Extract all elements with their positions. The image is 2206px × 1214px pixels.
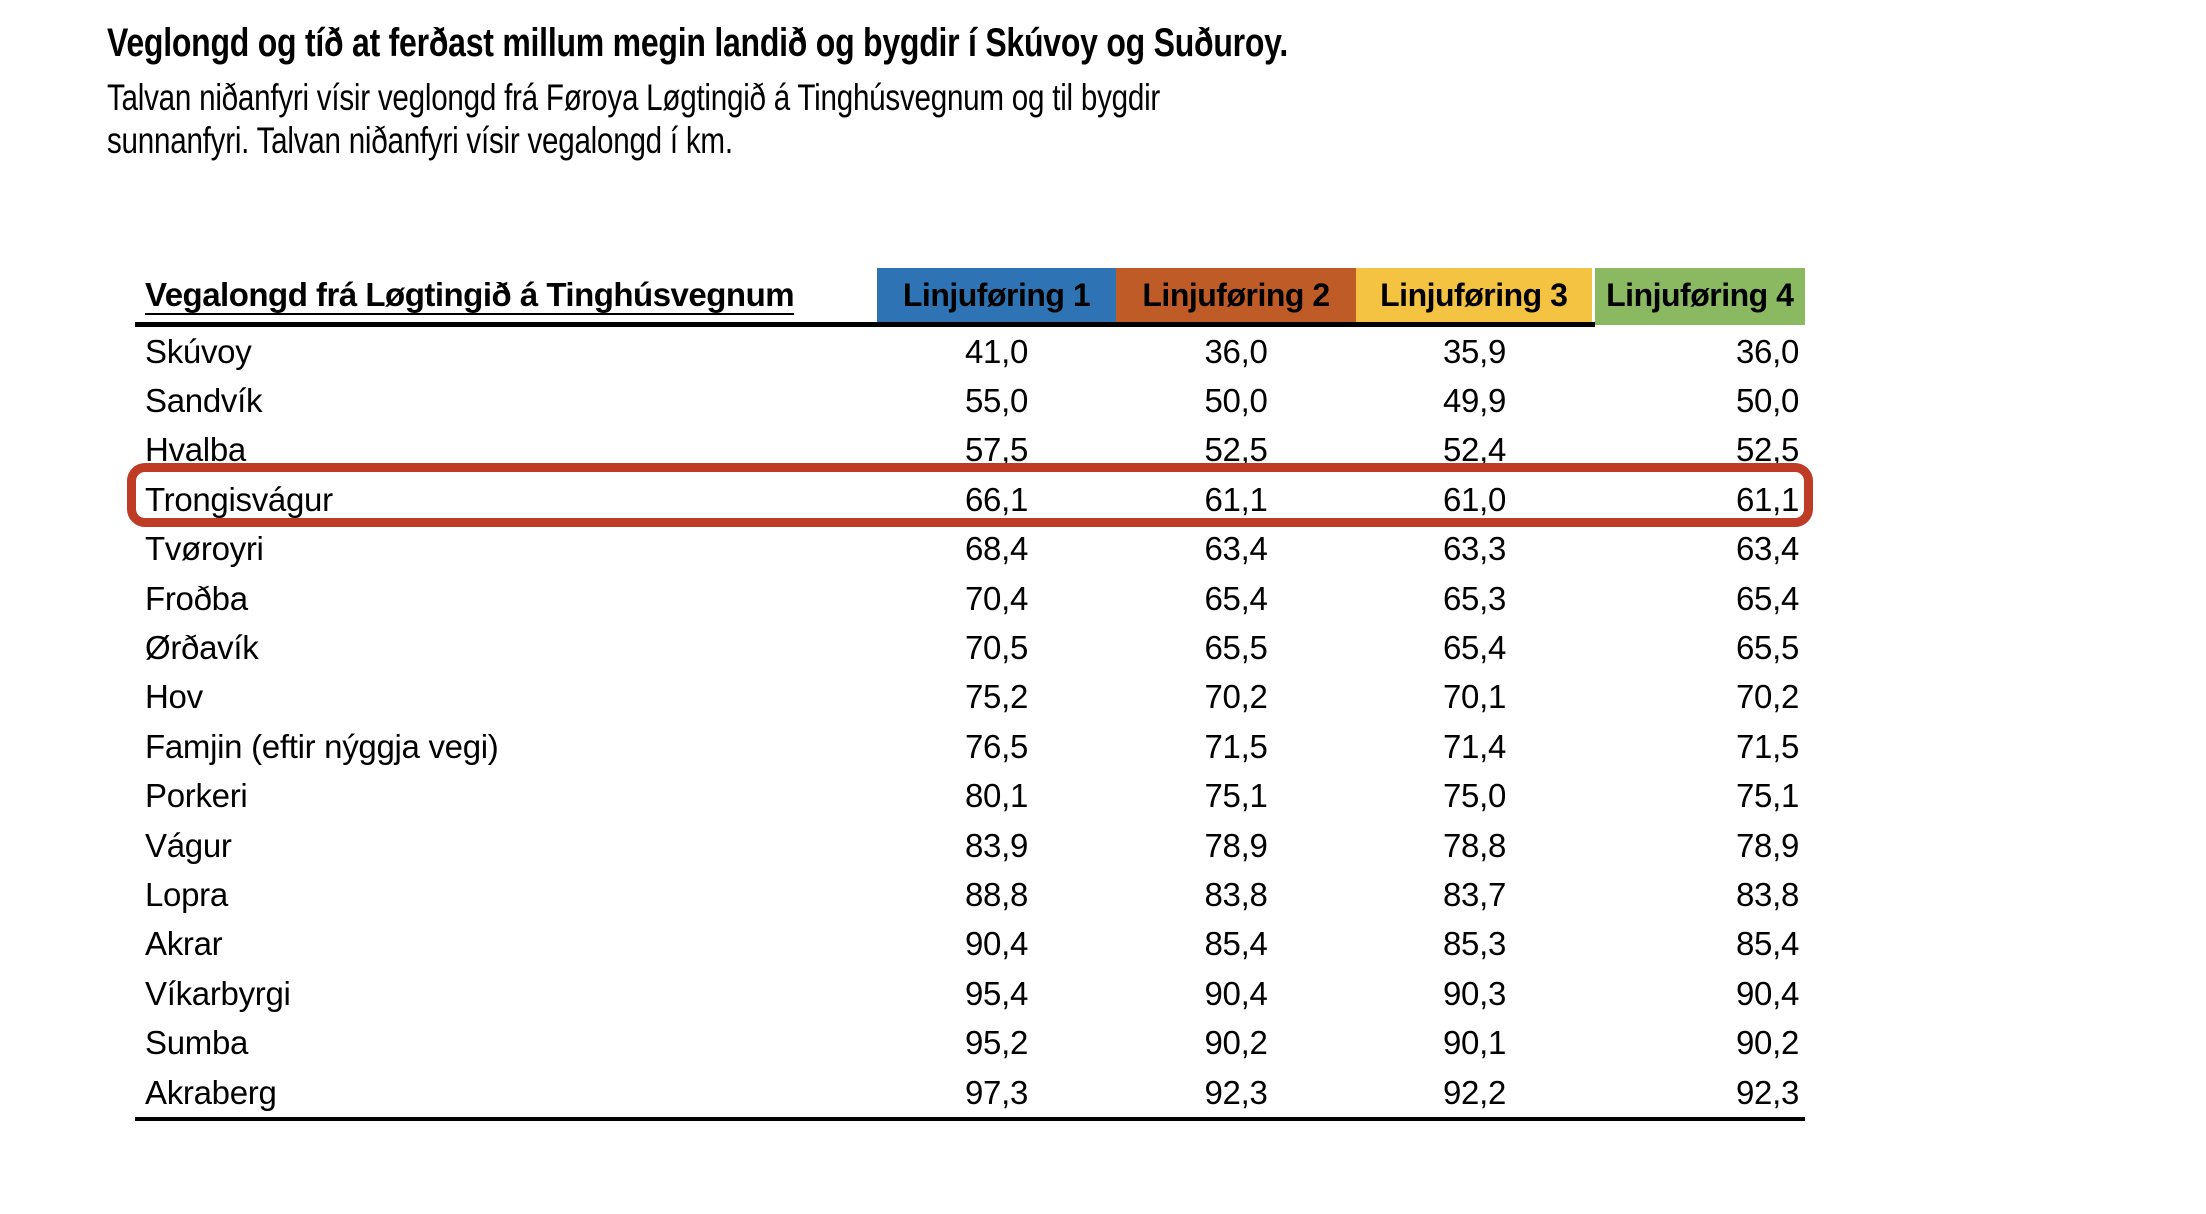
value-cell-linjuforing-4: 65,4 (1735, 579, 1799, 617)
value-cell-linjuforing-1: 90,4 (964, 925, 1029, 963)
value-cell-linjuforing-2: 85,4 (1204, 925, 1268, 963)
value-cell-linjuforing-4: 71,5 (1735, 727, 1799, 765)
place-name-cell: Hov (145, 678, 203, 716)
table-row (135, 426, 1805, 475)
value-cell-linjuforing-3: 65,3 (1442, 579, 1507, 617)
value-cell-linjuforing-1: 88,8 (964, 875, 1029, 913)
value-cell-linjuforing-2: 65,5 (1204, 629, 1268, 667)
table-header-row (135, 268, 1805, 325)
value-cell-linjuforing-3: 61,0 (1442, 480, 1507, 518)
value-cell-linjuforing-1: 70,4 (964, 579, 1029, 617)
table-body (135, 325, 1805, 1120)
value-cell-linjuforing-1: 83,9 (964, 826, 1029, 864)
value-cell-linjuforing-2: 90,2 (1204, 1024, 1268, 1062)
value-cell-linjuforing-2: 78,9 (1204, 826, 1268, 864)
table-row (135, 574, 1805, 623)
value-cell-linjuforing-4: 63,4 (1735, 530, 1799, 568)
table-row (135, 525, 1805, 574)
value-cell-linjuforing-3: 70,1 (1442, 678, 1507, 716)
value-cell-linjuforing-3: 65,4 (1442, 629, 1507, 667)
value-cell-linjuforing-4: 36,0 (1735, 332, 1799, 370)
value-cell-linjuforing-4: 70,2 (1735, 678, 1799, 716)
value-cell-linjuforing-1: 95,4 (964, 974, 1029, 1012)
place-name-cell: Trongisvágur (145, 480, 333, 518)
table-row (135, 722, 1805, 771)
value-cell-linjuforing-2: 36,0 (1204, 332, 1268, 370)
table-row (135, 1068, 1805, 1119)
value-cell-linjuforing-1: 80,1 (964, 777, 1029, 815)
value-cell-linjuforing-3: 90,3 (1442, 974, 1507, 1012)
table-row (135, 870, 1805, 919)
value-cell-linjuforing-4: 78,9 (1735, 826, 1799, 864)
slide-title: Veglongd og tíð at ferðast millum megin landið og bygdir í Skúvoy og Suðuroy. (107, 21, 1289, 65)
place-name-cell: Vágur (145, 826, 232, 864)
slide-subtitle (107, 76, 1288, 162)
table-row (135, 920, 1805, 969)
place-name-cell: Froðba (145, 579, 248, 617)
value-cell-linjuforing-1: 66,1 (964, 480, 1029, 518)
table-row (135, 475, 1805, 524)
place-name-cell: Tvøroyri (145, 530, 264, 568)
value-cell-linjuforing-1: 97,3 (877, 1068, 1116, 1119)
place-name-cell: Akraberg (135, 1068, 877, 1119)
place-name-cell: Ørðavík (145, 629, 259, 667)
value-cell-linjuforing-2: 63,4 (1204, 530, 1268, 568)
table-row (135, 821, 1805, 870)
value-cell-linjuforing-1: 70,5 (964, 629, 1029, 667)
value-cell-linjuforing-4: 90,4 (1735, 974, 1799, 1012)
place-name-cell: Akrar (145, 925, 223, 963)
column-header-linjuforing-2: Linjuføring 2 (1116, 268, 1356, 325)
value-cell-linjuforing-2: 65,4 (1204, 579, 1268, 617)
column-header-linjuforing-1: Linjuføring 1 (877, 268, 1116, 325)
value-cell-linjuforing-2: 83,8 (1204, 875, 1268, 913)
value-cell-linjuforing-3: 71,4 (1442, 727, 1507, 765)
value-cell-linjuforing-1: 41,0 (964, 332, 1029, 370)
value-cell-linjuforing-1: 57,5 (964, 431, 1029, 469)
value-cell-linjuforing-3: 78,8 (1442, 826, 1507, 864)
table-row (135, 623, 1805, 672)
place-name-cell: Hvalba (145, 431, 246, 469)
value-cell-linjuforing-2: 52,5 (1204, 431, 1268, 469)
value-cell-linjuforing-4: 83,8 (1735, 875, 1799, 913)
row-header-label: Vegalongd frá Løgtingið á Tinghúsvegnum (145, 276, 795, 313)
value-cell-linjuforing-3: 49,9 (1442, 382, 1507, 420)
value-cell-linjuforing-2: 92,3 (1116, 1068, 1356, 1119)
place-name-cell: Víkarbyrgi (145, 974, 291, 1012)
place-name-cell: Lopra (145, 875, 228, 913)
value-cell-linjuforing-4: 61,1 (1735, 480, 1799, 518)
place-name-cell: Skúvoy (145, 332, 252, 370)
subtitle-line-1: Talvan niðanfyri vísir veglongd frá Føroya Løgtingið á Tinghúsvegnum og til bygdir (107, 77, 1161, 118)
table-row (135, 673, 1805, 722)
value-cell-linjuforing-2: 61,1 (1204, 480, 1268, 518)
value-cell-linjuforing-4: 52,5 (1735, 431, 1799, 469)
value-cell-linjuforing-1: 55,0 (964, 382, 1029, 420)
value-cell-linjuforing-3: 90,1 (1442, 1024, 1507, 1062)
value-cell-linjuforing-1: 68,4 (964, 530, 1029, 568)
value-cell-linjuforing-4: 92,3 (1593, 1068, 1805, 1119)
distance-table (135, 268, 1805, 1121)
column-header-linjuforing-3: Linjuføring 3 (1356, 268, 1593, 325)
row-header-cell (135, 268, 877, 325)
value-cell-linjuforing-2: 50,0 (1204, 382, 1268, 420)
value-cell-linjuforing-3: 75,0 (1442, 777, 1507, 815)
table-row (135, 969, 1805, 1018)
table-row (135, 1018, 1805, 1067)
value-cell-linjuforing-1: 75,2 (964, 678, 1029, 716)
column-header-linjuforing-4: Linjuføring 4 (1593, 268, 1805, 325)
value-cell-linjuforing-4: 85,4 (1735, 925, 1799, 963)
value-cell-linjuforing-3: 63,3 (1442, 530, 1507, 568)
value-cell-linjuforing-4: 65,5 (1735, 629, 1799, 667)
value-cell-linjuforing-3: 35,9 (1442, 332, 1507, 370)
table-row (135, 325, 1805, 377)
value-cell-linjuforing-2: 71,5 (1204, 727, 1268, 765)
subtitle-line-2: sunnanfyri. Talvan niðanfyri vísir vegalongd í km. (107, 120, 733, 161)
value-cell-linjuforing-1: 76,5 (964, 727, 1029, 765)
distance-table-wrapper (135, 268, 1805, 1121)
headline-block (107, 18, 1288, 162)
value-cell-linjuforing-4: 75,1 (1735, 777, 1799, 815)
table-row (135, 772, 1805, 821)
place-name-cell: Porkeri (145, 777, 248, 815)
value-cell-linjuforing-3: 83,7 (1442, 875, 1507, 913)
value-cell-linjuforing-1: 95,2 (964, 1024, 1029, 1062)
table-row (135, 376, 1805, 425)
value-cell-linjuforing-3: 85,3 (1442, 925, 1507, 963)
value-cell-linjuforing-2: 70,2 (1204, 678, 1268, 716)
value-cell-linjuforing-3: 92,2 (1356, 1068, 1593, 1119)
place-name-cell: Famjin (eftir nýggja vegi) (145, 727, 499, 765)
value-cell-linjuforing-2: 90,4 (1204, 974, 1268, 1012)
place-name-cell: Sumba (145, 1024, 249, 1062)
place-name-cell: Sandvík (145, 382, 263, 420)
value-cell-linjuforing-4: 90,2 (1735, 1024, 1799, 1062)
value-cell-linjuforing-3: 52,4 (1442, 431, 1507, 469)
value-cell-linjuforing-4: 50,0 (1735, 382, 1799, 420)
value-cell-linjuforing-2: 75,1 (1204, 777, 1268, 815)
